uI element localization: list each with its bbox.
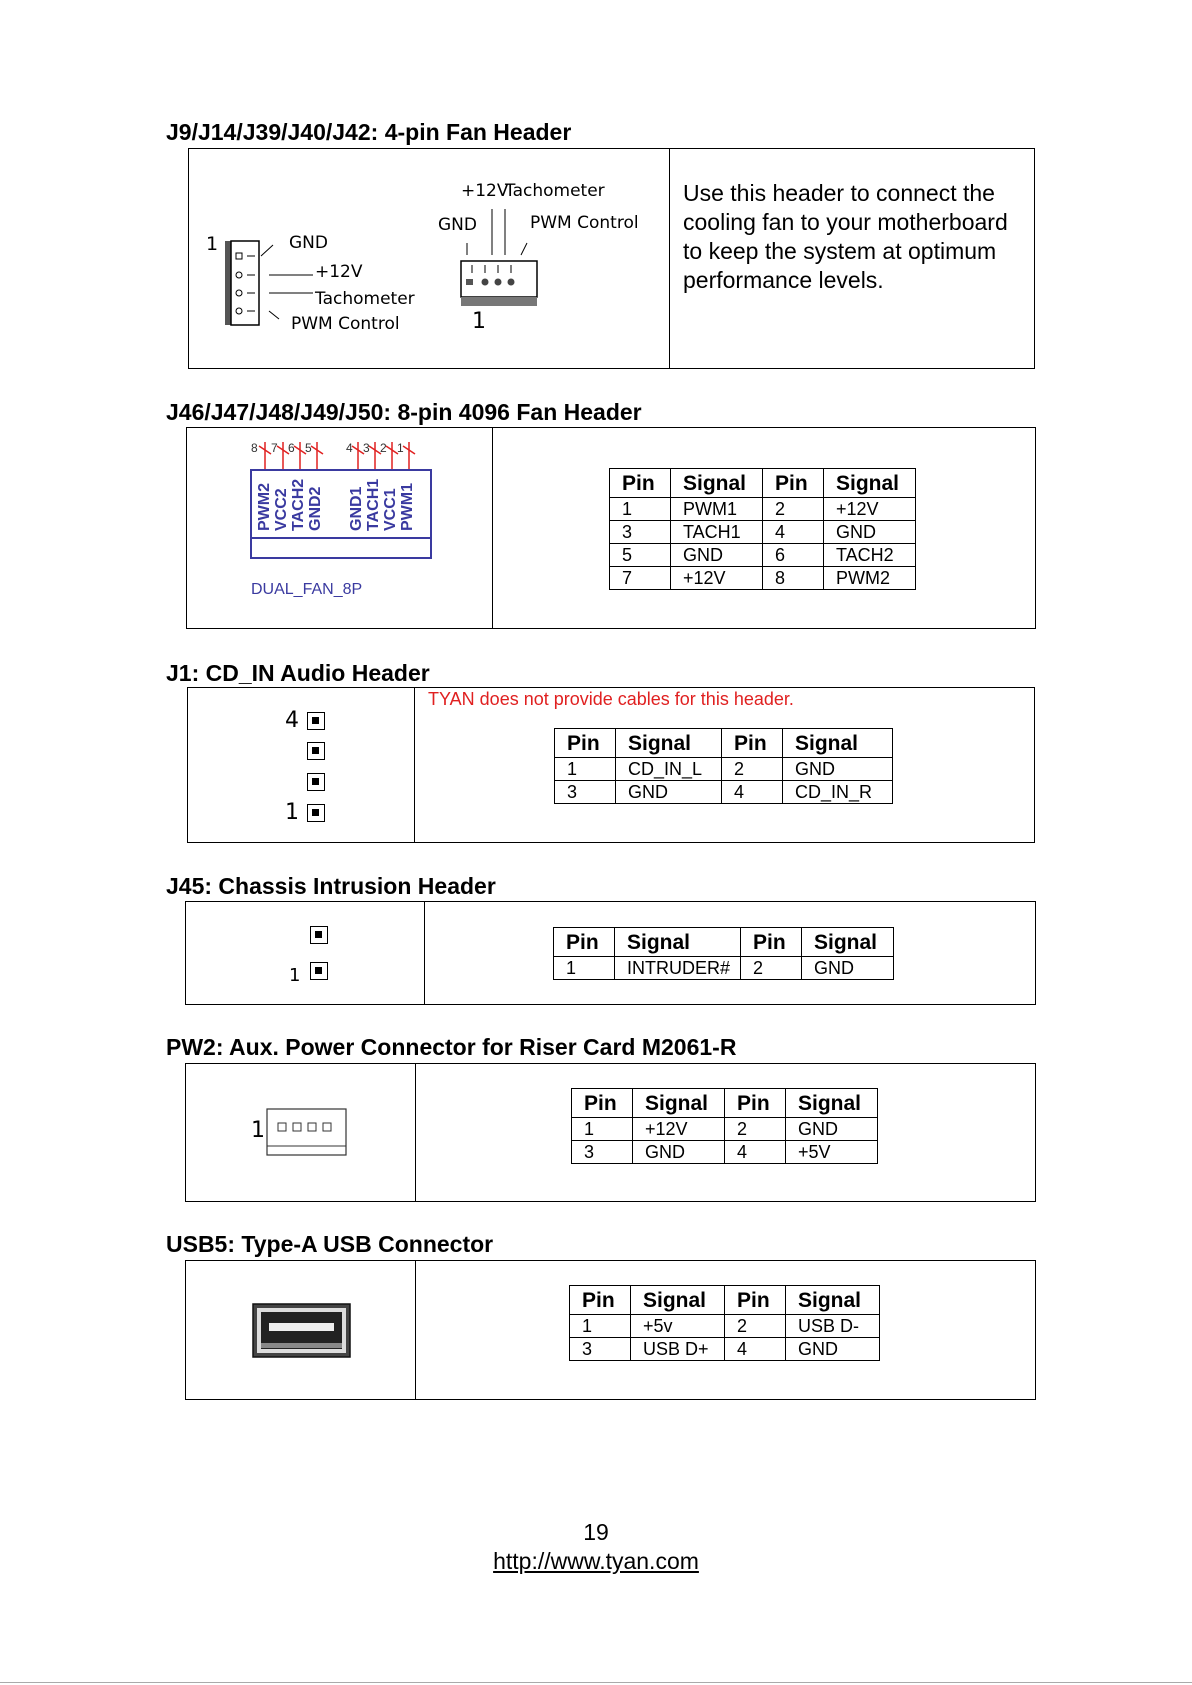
pw2-pin1-label: 1	[251, 1118, 265, 1143]
cell: 4	[722, 781, 783, 804]
fan4-label-tach: Tachometer	[315, 289, 415, 309]
cdin-pin1-label: 1	[285, 800, 299, 825]
cell: 1	[555, 758, 616, 781]
fan4-label-12v: +12V	[315, 262, 363, 282]
cell: 3	[570, 1338, 631, 1361]
cdin-pin-table	[554, 728, 893, 804]
table-row	[610, 498, 916, 521]
fan8-pinnum-2: 2	[380, 441, 387, 455]
cell: USB D-	[786, 1315, 880, 1338]
table-row	[572, 1118, 878, 1141]
fan8-pinnum-5: 5	[305, 441, 312, 455]
footer-url-wrap	[0, 1548, 1192, 1575]
cell: 7	[610, 567, 671, 590]
cdin-pin-1	[307, 804, 325, 822]
page-bottom-rule	[0, 1682, 1192, 1683]
cell: 2	[725, 1315, 786, 1338]
section-title-cdin: J1: CD_IN Audio Header	[166, 660, 430, 686]
cell: 8	[763, 567, 824, 590]
fan4-box	[188, 148, 1035, 369]
cell: TACH2	[824, 544, 916, 567]
fan8-label-tach2: TACH2	[290, 478, 307, 531]
col-pin: Pin	[572, 1089, 633, 1118]
fan8-label-tach1: TACH1	[365, 478, 382, 531]
fan4-top-12v: +12V	[461, 181, 509, 201]
table-row	[572, 1141, 878, 1164]
table-row	[554, 957, 894, 980]
cdin-box	[187, 687, 1035, 843]
usb5-pin-table	[569, 1285, 880, 1361]
fan4-pin1-label: 1	[206, 233, 219, 255]
fan4-top-gnd: GND	[438, 215, 477, 235]
usb5-divider	[415, 1261, 416, 1399]
table-row	[555, 781, 893, 804]
col-pin: Pin	[554, 928, 615, 957]
section-title-fan8: J46/J47/J48/J49/J50: 8-pin 4096 Fan Header	[166, 399, 642, 425]
table-row	[610, 567, 916, 590]
cdin-pin-2	[307, 773, 325, 791]
cell: GND	[671, 544, 763, 567]
col-signal: Signal	[824, 469, 916, 498]
cell: +12V	[633, 1118, 725, 1141]
page-number: 19	[583, 1519, 609, 1545]
cell: GND	[824, 521, 916, 544]
section-title-intrusion: J45: Chassis Intrusion Header	[166, 873, 496, 899]
intrusion-pin-1	[310, 962, 328, 980]
table-header-row	[610, 469, 916, 498]
intrusion-pin-table	[553, 927, 894, 980]
col-pin: Pin	[610, 469, 671, 498]
cell: 4	[725, 1141, 786, 1164]
section-title-pw2: PW2: Aux. Power Connector for Riser Card M2061-R	[166, 1034, 737, 1060]
fan8-label-pwm1: PWM1	[399, 483, 416, 531]
cell: GND	[786, 1338, 880, 1361]
section-title-fan4: J9/J14/J39/J40/J42: 4-pin Fan Header	[166, 119, 572, 145]
col-signal: Signal	[671, 469, 763, 498]
cdin-pin-3	[307, 742, 325, 760]
cdin-pin4-label: 4	[285, 708, 299, 733]
intrusion-pin1-label: 1	[289, 965, 301, 986]
intrusion-divider	[424, 902, 425, 1004]
pw2-connector-diagram	[266, 1108, 348, 1158]
cell: 2	[725, 1118, 786, 1141]
col-pin: Pin	[570, 1286, 631, 1315]
table-header-row	[555, 729, 893, 758]
cell: GND	[783, 758, 893, 781]
fan4-top-tach: Tachometer	[505, 181, 605, 201]
col-pin: Pin	[725, 1286, 786, 1315]
cell: 6	[763, 544, 824, 567]
col-pin: Pin	[741, 928, 802, 957]
col-signal: Signal	[616, 729, 722, 758]
col-pin: Pin	[722, 729, 783, 758]
cell: PWM1	[671, 498, 763, 521]
table-row	[570, 1315, 880, 1338]
col-signal: Signal	[786, 1089, 878, 1118]
cell: 2	[722, 758, 783, 781]
fan4-bottom-pin1: 1	[472, 309, 486, 334]
usb5-box	[185, 1260, 1036, 1400]
table-header-row	[572, 1089, 878, 1118]
cell: 2	[741, 957, 802, 980]
fan8-pin-table	[609, 468, 916, 590]
cell: PWM2	[824, 567, 916, 590]
col-pin: Pin	[725, 1089, 786, 1118]
cell: +12V	[824, 498, 916, 521]
col-pin: Pin	[555, 729, 616, 758]
fan8-label-vcc1: VCC1	[382, 488, 399, 531]
fan8-pinnum-7: 7	[271, 441, 278, 455]
col-signal: Signal	[786, 1286, 880, 1315]
cell: CD_IN_R	[783, 781, 893, 804]
fan8-label-vcc2: VCC2	[273, 488, 290, 531]
intrusion-box	[185, 901, 1036, 1005]
table-header-row	[554, 928, 894, 957]
table-row	[555, 758, 893, 781]
cell: 1	[610, 498, 671, 521]
fan8-part-label: DUAL_FAN_8P	[251, 581, 363, 598]
col-signal: Signal	[631, 1286, 725, 1315]
col-signal: Signal	[802, 928, 894, 957]
fan4-label-gnd: GND	[289, 233, 328, 253]
col-signal: Signal	[633, 1089, 725, 1118]
intrusion-pin-2	[310, 926, 328, 944]
fan4-divider	[669, 149, 670, 368]
col-signal: Signal	[615, 928, 741, 957]
cell: 1	[570, 1315, 631, 1338]
fan4-description: Use this header to connect the cooling fan to your motherboard to keep the system at optimum performance levels.	[683, 180, 1008, 293]
footer-url-link[interactable]: http://www.tyan.com	[493, 1548, 699, 1574]
pw2-pin-table	[571, 1088, 878, 1164]
cell: GND	[786, 1118, 878, 1141]
cell: CD_IN_L	[616, 758, 722, 781]
cdin-pin-4	[307, 712, 325, 730]
cell: USB D+	[631, 1338, 725, 1361]
cell: 3	[555, 781, 616, 804]
cell: 2	[763, 498, 824, 521]
cell: 4	[763, 521, 824, 544]
table-row	[610, 544, 916, 567]
cell: 4	[725, 1338, 786, 1361]
fan8-label-pwm2: PWM2	[256, 483, 273, 531]
cell: 3	[610, 521, 671, 544]
fan8-divider	[492, 428, 493, 628]
cell: 1	[572, 1118, 633, 1141]
fan8-box	[186, 427, 1036, 629]
cell: GND	[616, 781, 722, 804]
fan8-label-gnd2: GND2	[307, 486, 324, 531]
col-signal: Signal	[783, 729, 893, 758]
pw2-divider	[415, 1064, 416, 1201]
fan8-pinnum-3: 3	[363, 441, 370, 455]
fan8-pinnum-1: 1	[397, 441, 404, 455]
pw2-box	[185, 1063, 1036, 1202]
fan8-signal-labels	[251, 471, 431, 537]
cdin-note: TYAN does not provide cables for this header.	[428, 689, 794, 709]
fan4-top-pwm: PWM Control	[530, 213, 639, 233]
fan8-label-gnd1: GND1	[348, 486, 365, 531]
cell: GND	[633, 1141, 725, 1164]
cell: INTRUDER#	[615, 957, 741, 980]
cell: TACH1	[671, 521, 763, 544]
cell: 1	[554, 957, 615, 980]
fan8-pinnum-6: 6	[288, 441, 295, 455]
cell: +5v	[631, 1315, 725, 1338]
cdin-divider	[414, 688, 415, 842]
cell: +5V	[786, 1141, 878, 1164]
table-row	[570, 1338, 880, 1361]
fan8-pinnum-8: 8	[251, 441, 258, 455]
cell: 5	[610, 544, 671, 567]
cell: 3	[572, 1141, 633, 1164]
cell: +12V	[671, 567, 763, 590]
fan8-pinnum-4: 4	[346, 441, 353, 455]
table-row	[610, 521, 916, 544]
section-title-usb5: USB5: Type-A USB Connector	[166, 1231, 494, 1257]
fan4-label-pwm: PWM Control	[291, 314, 400, 334]
col-pin: Pin	[763, 469, 824, 498]
table-header-row	[570, 1286, 880, 1315]
usb-connector-image	[252, 1303, 352, 1359]
cell: GND	[802, 957, 894, 980]
